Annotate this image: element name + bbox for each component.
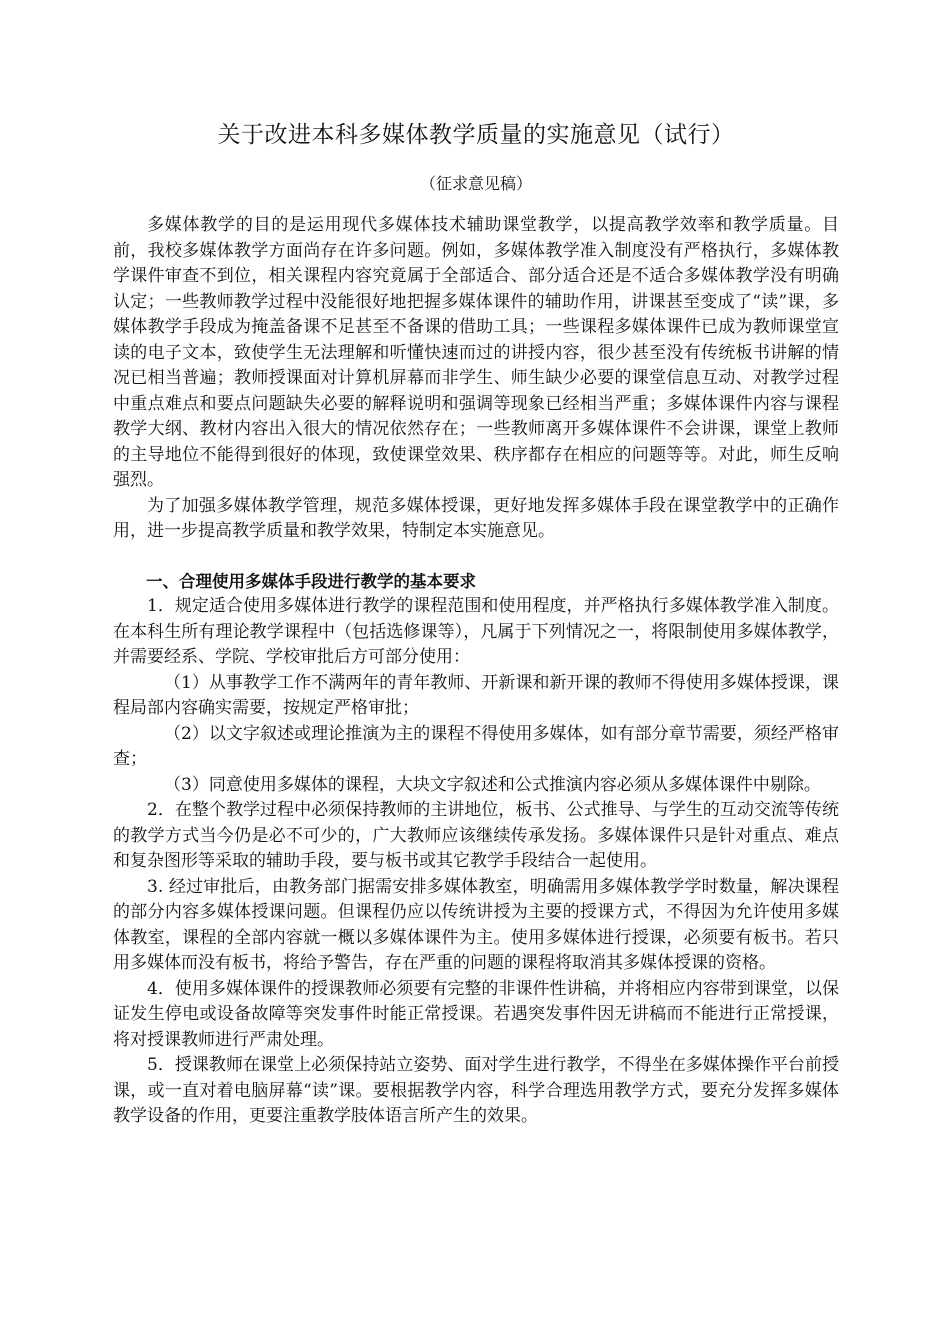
document-page xyxy=(113,118,839,1130)
section1-sub-item-3: （3）同意使用多媒体的课程，大块文字叙述和公式推演内容必须从多媒体课件中剔除。 xyxy=(164,774,821,795)
section1-sub-item-1: （1）从事教学工作不满两年的青年教师、开新课和新开课的教师不得使用多媒体授课，课程局部内容确实需要，按规定严格审批； xyxy=(113,672,839,718)
intro-paragraph-2: 为了加强多媒体教学管理，规范多媒体授课，更好地发挥多媒体手段在课堂教学中的正确作用，进一步提高教学质量和教学效果，特制定本实施意见。 xyxy=(113,495,839,541)
section1-item-3: 3. 经过审批后，由教务部门据需安排多媒体教室，明确需用多媒体教学学时数量，解决课程的部分内容多媒体授课问题。但课程仍应以传统讲授为主要的授课方式，不得因为允许使用多媒体教室，课程的全部内容就一概以多媒体课件为主。使用多媒体进行授课，必须要有板书。若只用多媒体而没有板书，将给予警告，存在严重的问题的课程将取消其多媒体授课的资格。 xyxy=(113,876,839,973)
document-subtitle: （征求意见稿） xyxy=(419,174,532,193)
document-title: 关于改进本科多媒体教学质量的实施意见（试行） xyxy=(217,122,735,148)
section1-item-1: 1．规定适合使用多媒体进行教学的课程范围和使用程度，并严格执行多媒体教学准入制度。在本科生所有理论教学课程中（包括选修课等），凡属于下列情况之一，将限制使用多媒体教学，并需要经系、学院、学校审批后方可部分使用： xyxy=(113,596,839,667)
section1-sub-item-2: （2）以文字叙述或理论推演为主的课程不得使用多媒体，如有部分章节需要，须经严格审查； xyxy=(113,723,839,769)
section1-item-4: 4．使用多媒体课件的授课教师必须要有完整的非课件性讲稿，并将相应内容带到课堂，以保证发生停电或设备故障等突发事件时能正常授课。若遇突发事件因无讲稿而不能进行正常授课，将对授课教师进行严肃处理。 xyxy=(113,978,839,1050)
section-heading-1: 一、合理使用多媒体手段进行教学的基本要求 xyxy=(146,571,476,591)
section1-item-5: 5．授课教师在课堂上必须保持站立姿势、面对学生进行教学，不得坐在多媒体操作平台前授课，或一直对着电脑屏幕“读”课。要根据教学内容，科学合理选用教学方式，要充分发挥多媒体教学设备的作用，更要注重教学肢体语言所产生的效果。 xyxy=(113,1055,839,1126)
section1-item-2: 2．在整个教学过程中必须保持教师的主讲地位，板书、公式推导、与学生的互动交流等传统的教学方式当今仍是必不可少的，广大教师应该继续传承发扬。多媒体课件只是针对重点、难点和复杂图形等采取的辅助手段，要与板书或其它教学手段结合一起使用。 xyxy=(113,800,839,871)
intro-paragraph-1: 多媒体教学的目的是运用现代多媒体技术辅助课堂教学，以提高教学效率和教学质量。目前，我校多媒体教学方面尚存在许多问题。例如，多媒体教学准入制度没有严格执行，多媒体教学课件审查不到位，相关课程内容究竟属于全部适合、部分适合还是不适合多媒体教学没有明确认定；一些教师教学过程中没能很好地把握多媒体课件的辅助作用，讲课甚至变成了“读”课，多媒体教学手段成为掩盖备课不足甚至不备课的借助工具；一些课程多媒体课件已成为教师课堂宣读的电子文本，致使学生无法理解和听懂快速而过的讲授内容，很少甚至没有传统板书讲解的情况已相当普遍；教师授课面对计算机屏幕而非学生、师生缺少必要的课堂信息互动、对教学过程中重点难点和要点问题缺失必要的解释说明和强调等现象已经相当严重；多媒体课件内容与课程教学大纲、教材内容出入很大的情况依然存在；一些教师离开多媒体课件不会讲课，课堂上教师的主导地位不能得到很好的体现，致使课堂效果、秩序都存在相应的问题等等。对此，师生反响强烈。 xyxy=(113,215,839,490)
